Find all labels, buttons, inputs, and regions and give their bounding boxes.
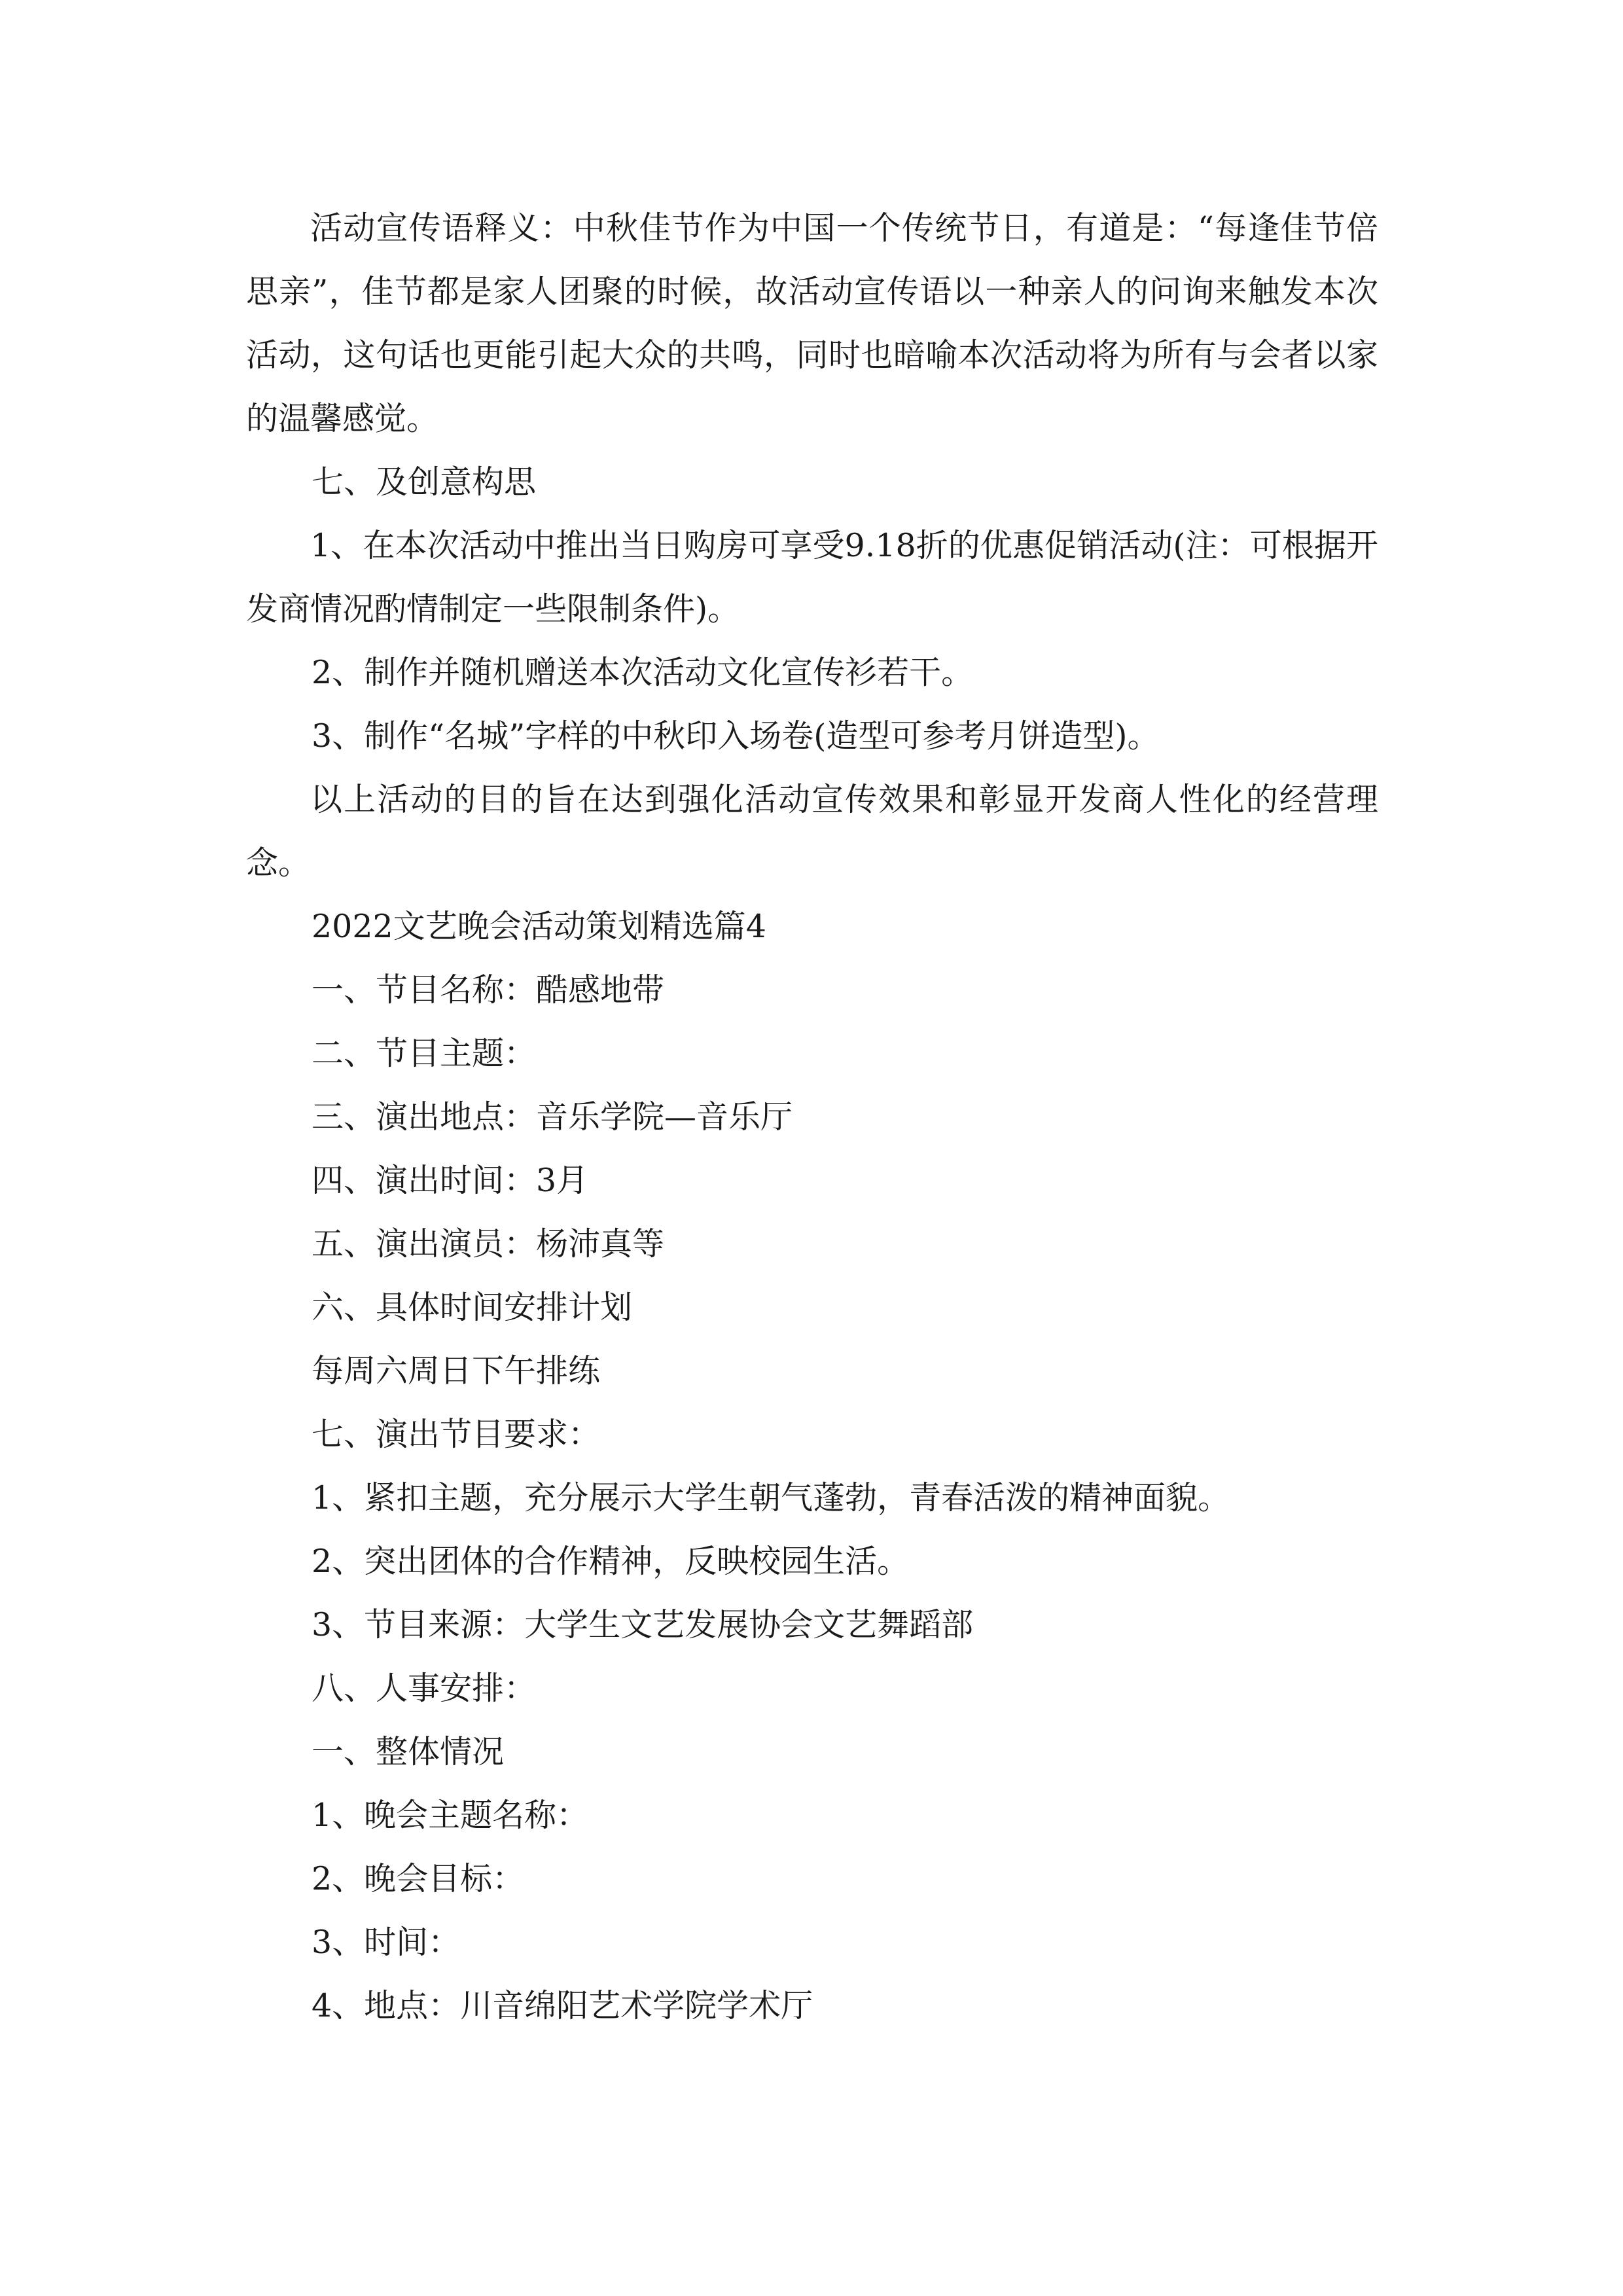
gala-time: 3、时间： [312, 1924, 461, 1961]
schedule-heading: 六、具体时间安排计划 [312, 1289, 633, 1326]
rehearsal-schedule: 每周六周日下午排练 [312, 1352, 601, 1390]
activity-purpose-paragraph: 以上活动的目的旨在达到强化活动宣传效果和彰显开发商人性化的经营理念。 [246, 781, 1378, 882]
promotion-item-2: 2、制作并随机赠送本次活动文化宣传衫若干。 [312, 654, 974, 691]
performance-time: 四、演出时间：3月 [312, 1162, 589, 1199]
article-title-part-4: 2022文艺晚会活动策划精选篇4 [312, 908, 766, 945]
document-body [246, 196, 1378, 2037]
performers: 五、演出演员：杨沛真等 [312, 1225, 665, 1263]
section-heading-creative-concept: 七、及创意构思 [312, 463, 537, 501]
requirement-item-1: 1、紧扣主题，充分展示大学生朝气蓬勃，青春活泼的精神面貌。 [312, 1479, 1230, 1516]
gala-theme-name: 1、晚会主题名称： [312, 1797, 589, 1834]
slogan-explanation-paragraph: 活动宣传语释义：中秋佳节作为中国一个传统节日，有道是：“每逢佳节倍思亲”，佳节都是家人团聚的时候，故活动宣传语以一种亲人的问询来触发本次活动，这句话也更能引起大众的共鸣，同时也暗喻本次活动将为所有与会者以家的温馨感觉。 [246, 209, 1378, 437]
personnel-heading: 八、人事安排： [312, 1670, 537, 1707]
requirement-item-2: 2、突出团体的合作精神，反映校园生活。 [312, 1543, 910, 1580]
program-name: 一、节目名称：酷感地带 [312, 971, 665, 1009]
performance-venue: 三、演出地点：音乐学院—音乐厅 [312, 1098, 793, 1136]
program-theme: 二、节目主题： [312, 1035, 537, 1072]
program-requirements-heading: 七、演出节目要求： [312, 1416, 601, 1453]
gala-goal: 2、晚会目标： [312, 1860, 525, 1897]
promotion-item-1: 1、在本次活动中推出当日购房可享受9.18折的优惠促销活动(注：可根据开发商情况酌情制定一些限制条件)。 [246, 527, 1378, 628]
promotion-item-3: 3、制作“名城”字样的中秋印入场卷(造型可参考月饼造型)。 [312, 717, 1160, 755]
overall-situation-heading: 一、整体情况 [312, 1733, 505, 1770]
requirement-item-3: 3、节目来源：大学生文艺发展协会文艺舞蹈部 [312, 1606, 974, 1643]
gala-location: 4、地点：川音绵阳艺术学院学术厅 [312, 1987, 813, 2024]
